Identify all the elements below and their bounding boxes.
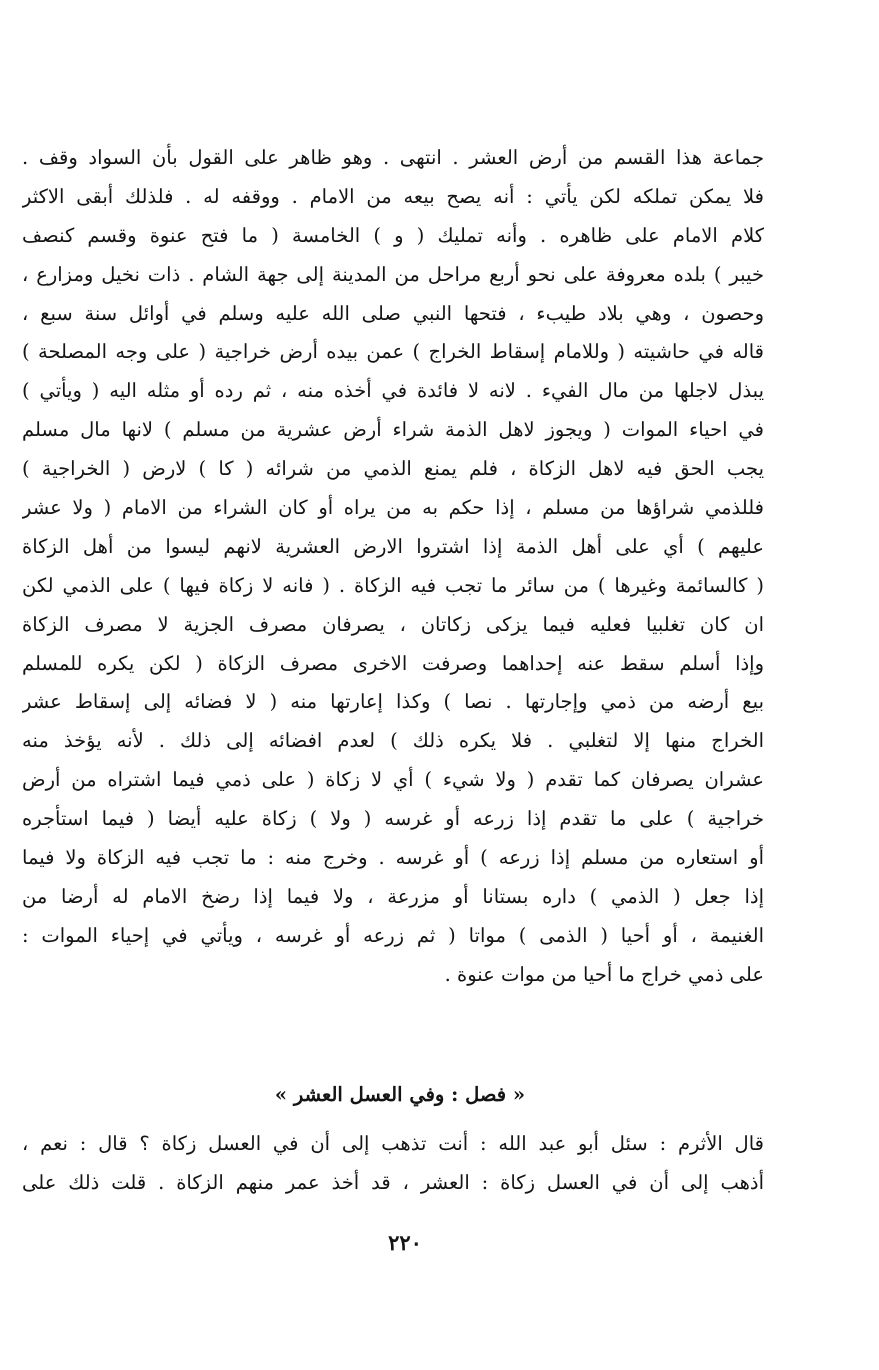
text-line: الخراج منها إلا لتغلبي . فلا يكره ذلك ) لعدم افضائه إلى ذلك . لأنه يؤخذ منه	[22, 729, 764, 753]
section-heading: « فصل : وفي العسل العشر »	[274, 1083, 526, 1106]
text-line: جماعة هذا القسم من أرض العشر . انتهى . وهو ظاهر على القول بأن السواد وقف .	[22, 146, 764, 169]
second-paragraph	[22, 1125, 764, 1203]
text-line: وحصون ، وهي بلاد طيبء ، فتحها النبي صلى الله عليه وسلم في أوائل سنة سبع ،	[22, 301, 764, 325]
text-line-last: على ذمي خراج ما أحيا من موات عنوة .	[444, 962, 764, 986]
text-line: فلا يمكن تملكه لكن يأتي : أنه يصح بيعه من الامام . ووقفه له . فلذلك أبقى الاكثر	[22, 184, 764, 208]
text-line: ان كان تغلبيا فعليه فيما يزكى زكاتان ، يصرفان مصرف الجزية لا مصرف الزكاة	[22, 612, 764, 636]
text-line: قاله في حاشيته ( وللامام إسقاط الخراج ) عمن بيده أرض خراجية ( على وجه المصلحة )	[22, 340, 764, 364]
text-line: عشران يصرفان كما تقدم ( ولا شيء ) أي لا زكاة ( على ذمي فيما اشتراه من أرض	[22, 768, 764, 792]
page-number: ٢٢٠	[388, 1230, 422, 1255]
text-line: أذهب إلى أن في العسل زكاة : العشر ، قد أخذ عمر منهم الزكاة . قلت ذلك على	[22, 1170, 764, 1194]
text-line: قال الأثرم : سئل أبو عبد الله : أنت تذهب إلى أن في العسل زكاة ؟ قال : نعم ،	[22, 1132, 764, 1155]
text-line: يبذل لاجلها من مال الفيء . لانه لا فائدة في أخذه منه ، ثم رده أو مثله اليه ( ويأتي )	[22, 379, 764, 403]
text-line: خيبر ) بلده معروفة على نحو أربع مراحل من المدينة إلى جهة الشام . ذات نخيل ومزارع ،	[22, 262, 764, 286]
text-line: كلام الامام على ظاهره . وأنه تمليك ( و ) الخامسة ( ما فتح عنوة وقسم كنصف	[22, 223, 764, 247]
text-line: يجب الحق فيه لاهل الزكاة ، فلم يمنع الذمي من شرائه ( كا ) لارض ( الخراجية )	[22, 457, 764, 481]
text-line: عليهم ) أي على أهل الذمة إذا اشتروا الارض العشرية لانهم ليسوا من أهل الزكاة	[22, 534, 764, 558]
main-paragraph	[22, 139, 764, 995]
text-line: بيع أرضه من ذمي وإجارتها . نصا ) وكذا إعارتها منه ( لا فضائه إلى إسقاط عشر	[22, 690, 764, 714]
text-line: أو استعاره من مسلم إذا زرعه ) أو غرسه . وخرج منه : ما تجب فيه الزكاة ولا فيما	[22, 846, 764, 870]
text-line: فللذمي شراؤها من مسلم ، إذا حكم به من يراه أو كان الشراء من الامام ( ولا عشر	[22, 496, 764, 520]
text-line: ( كالسائمة وغيرها ) من سائر ما تجب فيه الزكاة . ( فانه لا زكاة فيها ) على الذمي لكن	[22, 573, 764, 597]
text-line: إذا جعل ( الذمي ) داره بستانا أو مزرعة ، ولا فيما إذا رضخ الامام له أرضا من	[22, 884, 764, 908]
text-line: الغنيمة ، أو أحيا ( الذمى ) مواتا ( ثم زرعه أو غرسه ، ويأتي في إحياء الموات :	[22, 923, 764, 947]
text-line: خراجية ) على ما تقدم إذا زرعه أو غرسه ( ولا ) زكاة عليه أيضا ( فيما استأجره	[22, 807, 764, 831]
text-line: وإذا أسلم سقط عنه إحداهما وصرفت الاخرى مصرف الزكاة ( لكن يكره للمسلم	[22, 651, 764, 675]
text-line: في احياء الموات ( ويجوز لاهل الذمة شراء أرض عشرية من مسلم ) لانها مال مسلم	[22, 418, 764, 442]
